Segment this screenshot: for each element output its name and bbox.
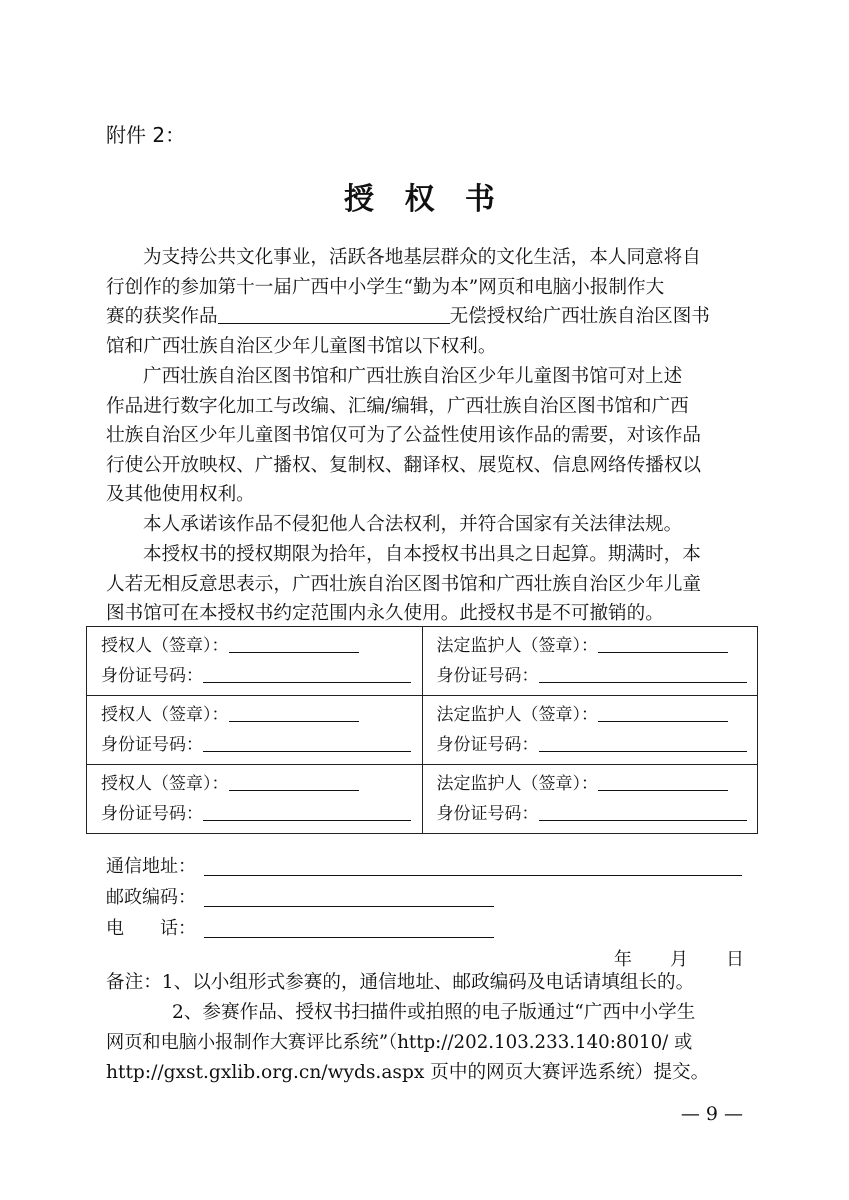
authorizer-signature-field[interactable] bbox=[229, 632, 359, 653]
paragraph-line: 作品进行数字化加工与改编、汇编/编辑，广西壮族自治区图书馆和广西 bbox=[106, 395, 689, 417]
paragraph-1 bbox=[106, 243, 746, 361]
guardian-signature-field[interactable] bbox=[598, 701, 728, 722]
id-label: 身份证号码： bbox=[436, 804, 539, 824]
authorizer-signature-field[interactable] bbox=[229, 701, 359, 722]
authorizer-cell bbox=[87, 765, 423, 834]
authorizer-id-field[interactable] bbox=[203, 731, 411, 752]
date-month: 月 bbox=[670, 949, 688, 970]
document-title: 授 权 书 bbox=[344, 182, 505, 217]
postcode-row bbox=[106, 882, 494, 914]
date-year: 年 bbox=[614, 949, 632, 970]
phone-label: 电 话： bbox=[106, 918, 196, 939]
paragraph-line: 为支持公共文化事业，活跃各地基层群众的文化生活，本人同意将自 bbox=[143, 247, 701, 268]
authorizer-label: 授权人（签章）： bbox=[101, 774, 229, 794]
attachment-label: 附件 2： bbox=[106, 123, 186, 147]
guardian-cell bbox=[422, 696, 758, 765]
guardian-id-field[interactable] bbox=[539, 662, 747, 683]
postcode-field[interactable] bbox=[204, 886, 494, 907]
address-label: 通信地址： bbox=[106, 856, 196, 877]
note-line: 备注：1、以小组形式参赛的，通信地址、邮政编码及电话请填组长的。 bbox=[106, 972, 695, 993]
paragraph-line: 广西壮族自治区图书馆和广西壮族自治区少年儿童图书馆可对上述 bbox=[143, 366, 683, 387]
authorizer-cell bbox=[87, 627, 423, 696]
page-number: — 9 — bbox=[680, 1103, 743, 1125]
guardian-signature-field[interactable] bbox=[598, 632, 728, 653]
paragraph-line: 及其他使用权利。 bbox=[106, 484, 255, 506]
id-label: 身份证号码： bbox=[436, 666, 539, 686]
paragraph-line: 本授权书的授权期限为拾年，自本授权书出具之日起算。期满时，本 bbox=[143, 544, 701, 565]
note-line: http://gxst.gxlib.org.cn/wyds.aspx 页中的网页大赛评选系统）提交。 bbox=[106, 1062, 710, 1083]
paragraph-line: 馆和广西壮族自治区少年儿童图书馆以下权利。 bbox=[106, 335, 497, 357]
signature-row bbox=[87, 765, 758, 834]
authorizer-label: 授权人（签章）： bbox=[101, 636, 229, 656]
signature-row bbox=[87, 696, 758, 765]
authorizer-cell bbox=[87, 696, 423, 765]
phone-field[interactable] bbox=[204, 917, 494, 938]
postcode-label: 邮政编码： bbox=[106, 887, 196, 908]
guardian-signature-field[interactable] bbox=[598, 770, 728, 791]
authorizer-label: 授权人（签章）： bbox=[101, 705, 229, 725]
signature-table bbox=[86, 626, 758, 834]
paragraph-line-tail: 无偿授权给广西壮族自治区图书 bbox=[449, 306, 710, 328]
note-line: 2、参赛作品、授权书扫描件或拍照的电子版通过“广西中小学生 bbox=[172, 1002, 696, 1023]
paragraph-line: 行使公开放映权、广播权、复制权、翻译权、展览权、信息网络传播权以 bbox=[106, 454, 702, 476]
paragraph-line bbox=[106, 302, 746, 332]
guardian-cell bbox=[422, 765, 758, 834]
paragraph-line: 壮族自治区少年儿童图书馆仅可为了公益性使用该作品的需要，对该作品 bbox=[106, 425, 702, 447]
id-label: 身份证号码： bbox=[436, 735, 539, 755]
authorizer-id-field[interactable] bbox=[203, 662, 411, 683]
authorizer-id-field[interactable] bbox=[203, 800, 411, 821]
guardian-label: 法定监护人（签章）： bbox=[436, 636, 598, 656]
paragraph-line: 人若无相反意思表示，广西壮族自治区图书馆和广西壮族自治区少年儿童 bbox=[106, 573, 702, 595]
notes bbox=[106, 968, 746, 1088]
paragraph-line: 行创作的参加第十一届广西中小学生“勤为本”网页和电脑小报制作大 bbox=[106, 276, 665, 298]
guardian-cell bbox=[422, 627, 758, 696]
paragraph-line: 本人承诺该作品不侵犯他人合法权利，并符合国家有关法律法规。 bbox=[143, 514, 683, 535]
authorizer-signature-field[interactable] bbox=[229, 770, 359, 791]
phone-row bbox=[106, 913, 494, 945]
address-field[interactable] bbox=[204, 855, 742, 876]
guardian-label: 法定监护人（签章）： bbox=[436, 774, 598, 794]
paragraph-3 bbox=[106, 510, 746, 540]
work-label: 赛的获奖作品 bbox=[106, 306, 218, 328]
work-name-field[interactable] bbox=[218, 303, 450, 324]
paragraph-2 bbox=[106, 362, 746, 510]
guardian-label: 法定监护人（签章）： bbox=[436, 705, 598, 725]
id-label: 身份证号码： bbox=[101, 735, 203, 755]
id-label: 身份证号码： bbox=[101, 666, 203, 686]
guardian-id-field[interactable] bbox=[539, 800, 747, 821]
address-row bbox=[106, 851, 742, 883]
date-day: 日 bbox=[726, 949, 744, 970]
signature-row bbox=[87, 627, 758, 696]
guardian-id-field[interactable] bbox=[539, 731, 747, 752]
paragraph-4 bbox=[106, 540, 746, 629]
paragraph-line: 图书馆可在本授权书约定范围内永久使用。此授权书是不可撤销的。 bbox=[106, 603, 664, 625]
id-label: 身份证号码： bbox=[101, 804, 203, 824]
note-line: 网页和电脑小报制作大赛评比系统”（http://202.103.233.140:8010/ 或 bbox=[106, 1032, 693, 1053]
